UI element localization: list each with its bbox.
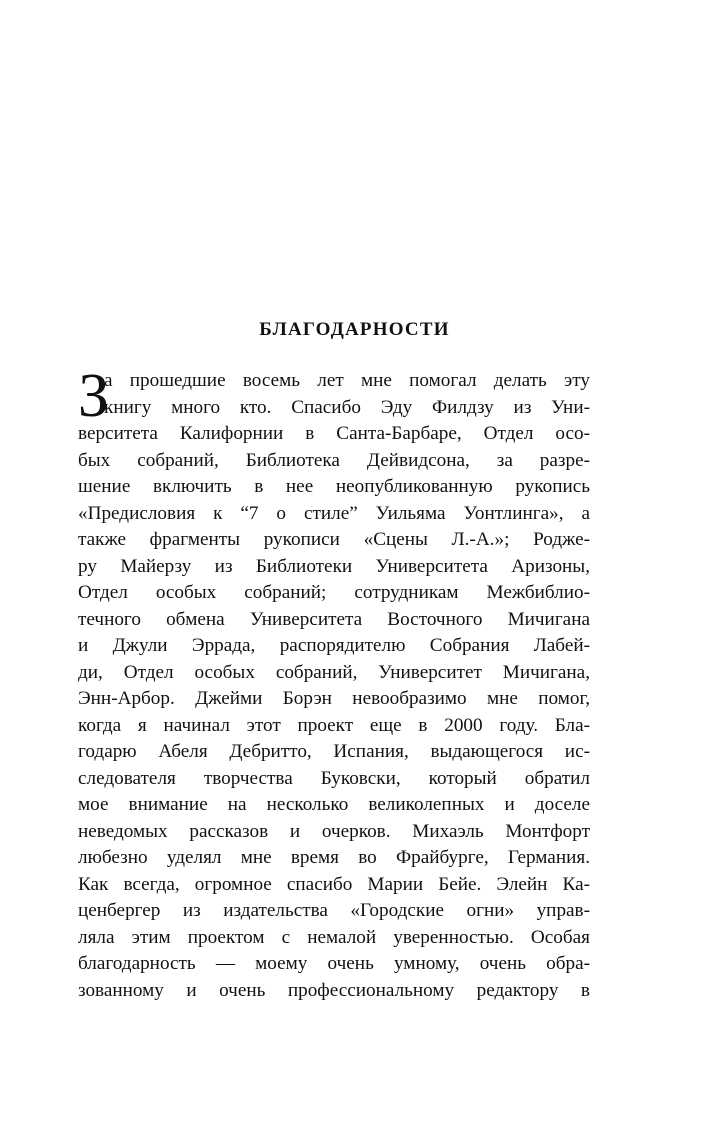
text-line: зованному и очень профессиональному редактору в [78, 979, 590, 1001]
text-line: ди, Отдел особых собраний, Университет Мичигана, [78, 661, 590, 683]
text-line: течного обмена Университета Восточного Мичигана [78, 608, 590, 630]
text-line: следователя творчества Буковски, который обратил [78, 767, 590, 789]
text-line: когда я начинал этот проект еще в 2000 году. Бла- [78, 714, 590, 736]
text-line: любезно уделял мне время во Фрайбурге, Германия. [78, 847, 590, 868]
text-line: годарю Абеля Дебритто, Испания, выдающегося ис- [78, 741, 590, 762]
text-line: шение включить в нее неопубликованную рукопись [78, 476, 590, 497]
text-line: Как всегда, огромное спасибо Марии Бейе. Элейн Ка- [78, 873, 590, 895]
chapter-heading: БЛАГОДАРНОСТИ [259, 319, 450, 340]
acknowledgements-text [78, 362, 590, 1004]
text-line: ру Майерзу из Библиотеки Университета Аризоны, [78, 555, 590, 577]
text-line: ценбергер из издательства «Городские огни» управ- [78, 900, 590, 921]
text-line: также фрагменты рукописи «Сцены Л.-А.»; Родже- [78, 529, 590, 550]
drop-cap-letter: З [78, 362, 110, 430]
text-line: а прошедшие восемь лет мне помогал делать эту [104, 370, 590, 391]
text-line: Отдел особых собраний; сотрудникам Межбиблио- [78, 582, 590, 603]
text-line: ляла этим проектом с немалой уверенностью. Особая [78, 926, 590, 948]
text-line: мое внимание на несколько великолепных и доселе [78, 794, 590, 815]
text-line: бых собраний, Библиотека Дейвидсона, за разре- [78, 449, 590, 471]
text-line: и Джули Эррада, распорядителю Собрания Лабей- [78, 635, 590, 656]
text-line: благодарность — моему очень умному, очень обра- [78, 953, 590, 974]
text-line: книгу много кто. Спасибо Эду Филдзу из Уни- [104, 396, 590, 418]
text-line: «Предисловия к “7 о стиле” Уильяма Уонтлинга», а [78, 502, 590, 524]
text-line: верситета Калифорнии в Санта-Барбаре, Отдел осо- [78, 423, 590, 444]
text-line: Энн-Арбор. Джейми Борэн невообразимо мне помог, [78, 688, 590, 709]
text-line: неведомых рассказов и очерков. Михаэль Монтфорт [78, 820, 590, 842]
